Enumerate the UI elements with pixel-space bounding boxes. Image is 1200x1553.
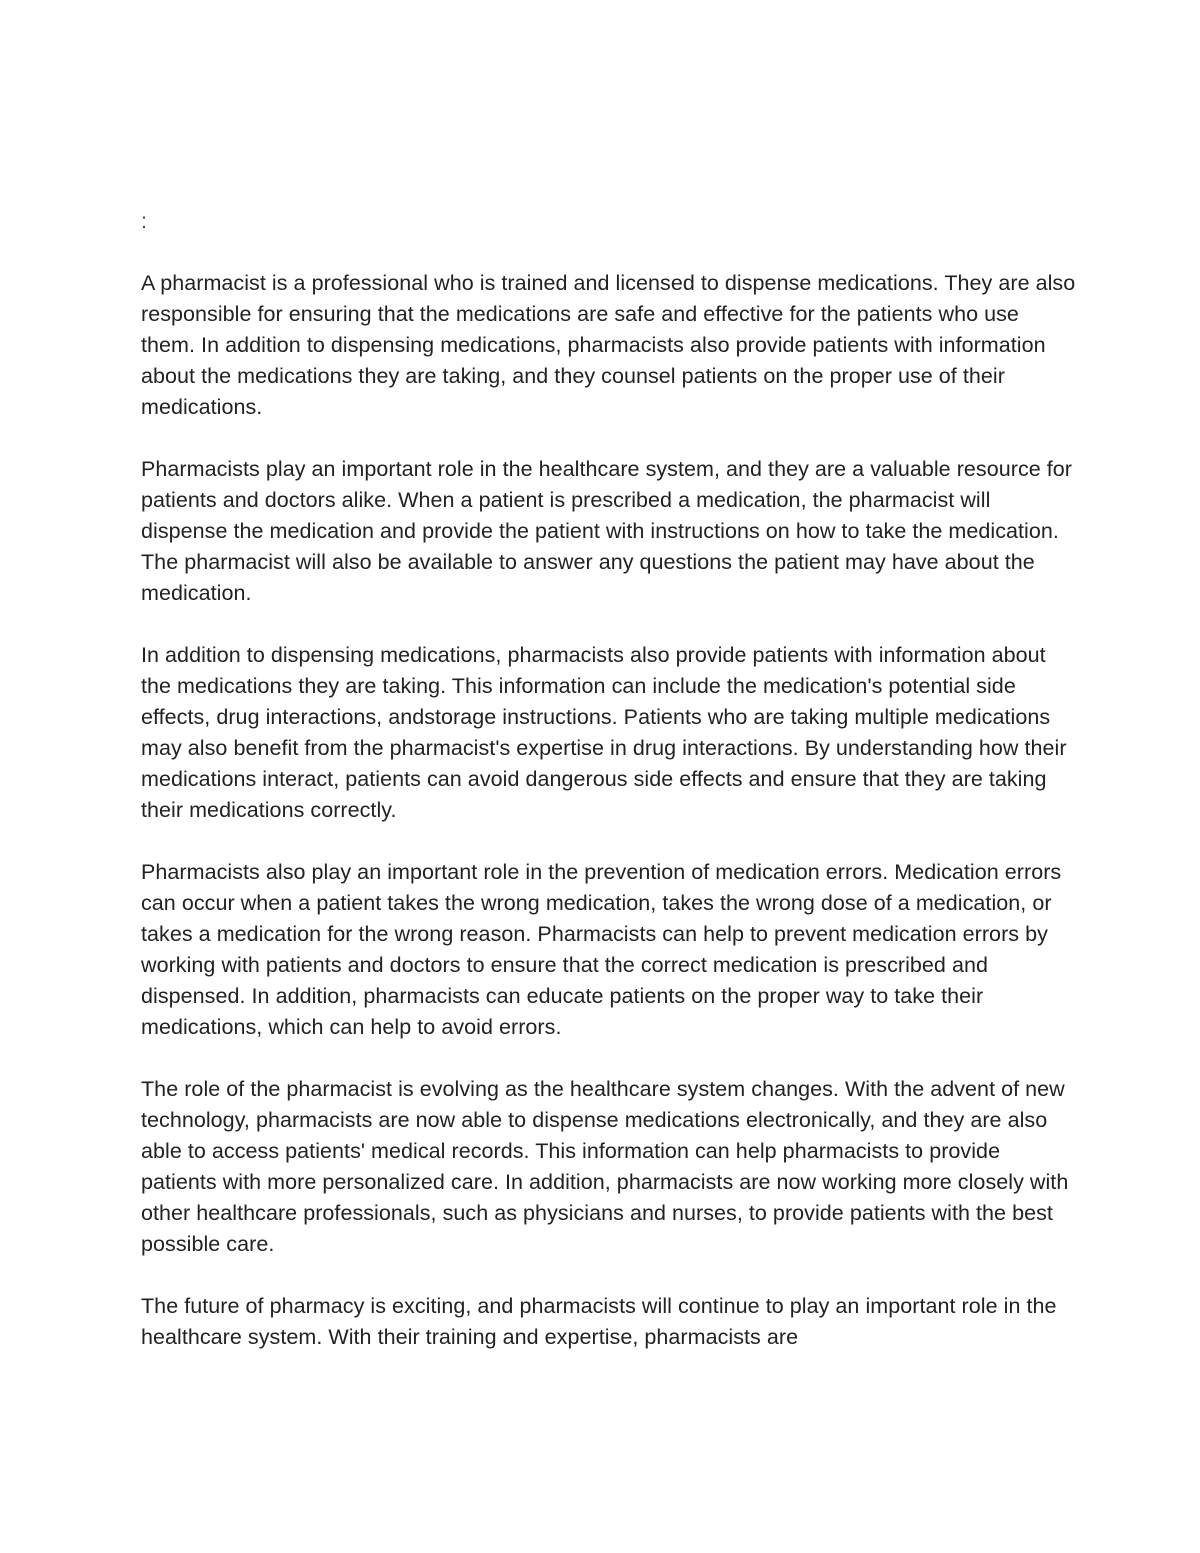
paragraph-3: In addition to dispensing medications, pharmacists also provide patients with information about the medications they are taking. This information can include the medication's potential side effects, drug interactions, andstorage instructions. Patients who are taking multiple medications may also benefit from the pharmacist's expertise in drug interactions. By understanding how their medications interact, patients can avoid dangerous side effects and ensure that they are taking their medications correctly. [141,643,1067,822]
paragraph-2: Pharmacists play an important role in the healthcare system, and they are a valuable resource for patients and doctors alike. When a patient is prescribed a medication, the pharmacist will dispense the medication and provide the patient with instructions on how to take the medication. The pharmacist will also be available to answer any questions the patient may have about the medication. [141,457,1073,605]
document-body [141,206,1076,1384]
document-heading: : [141,209,148,233]
heading-spacer [141,237,1076,268]
paragraph-5: The role of the pharmacist is evolving as the healthcare system changes. With the advent of new technology, pharmacists are now able to dispense medications electronically, and they are also able to access patients' medical records. This information can help pharmacists to provide patients with more personalized care. In addition, pharmacists are now working more closely with other healthcare professionals, such as physicians and nurses, to provide patients with the best possible care. [141,1077,1069,1256]
paragraph-6: The future of pharmacy is exciting, and pharmacists will continue to play an important role in the healthcare system. With their training and expertise, pharmacists are [141,1294,1057,1349]
paragraph-4: Pharmacists also play an important role in the prevention of medication errors. Medication errors can occur when a patient takes the wrong medication, takes the wrong dose of a medication, or takes a medication for the wrong reason. Pharmacists can help to prevent medication errors by working with patients and doctors to ensure that the correct medication is prescribed and dispensed. In addition, pharmacists can educate patients on the proper way to take their medications, which can help to avoid errors. [141,860,1062,1039]
paragraph-1: A pharmacist is a professional who is trained and licensed to dispense medications. They are also responsible for ensuring that the medications are safe and effective for the patients who use them. In addition to dispensing medications, pharmacists also provide patients with information about the medications they are taking, and they counsel patients on the proper use of their medications. [141,271,1076,419]
